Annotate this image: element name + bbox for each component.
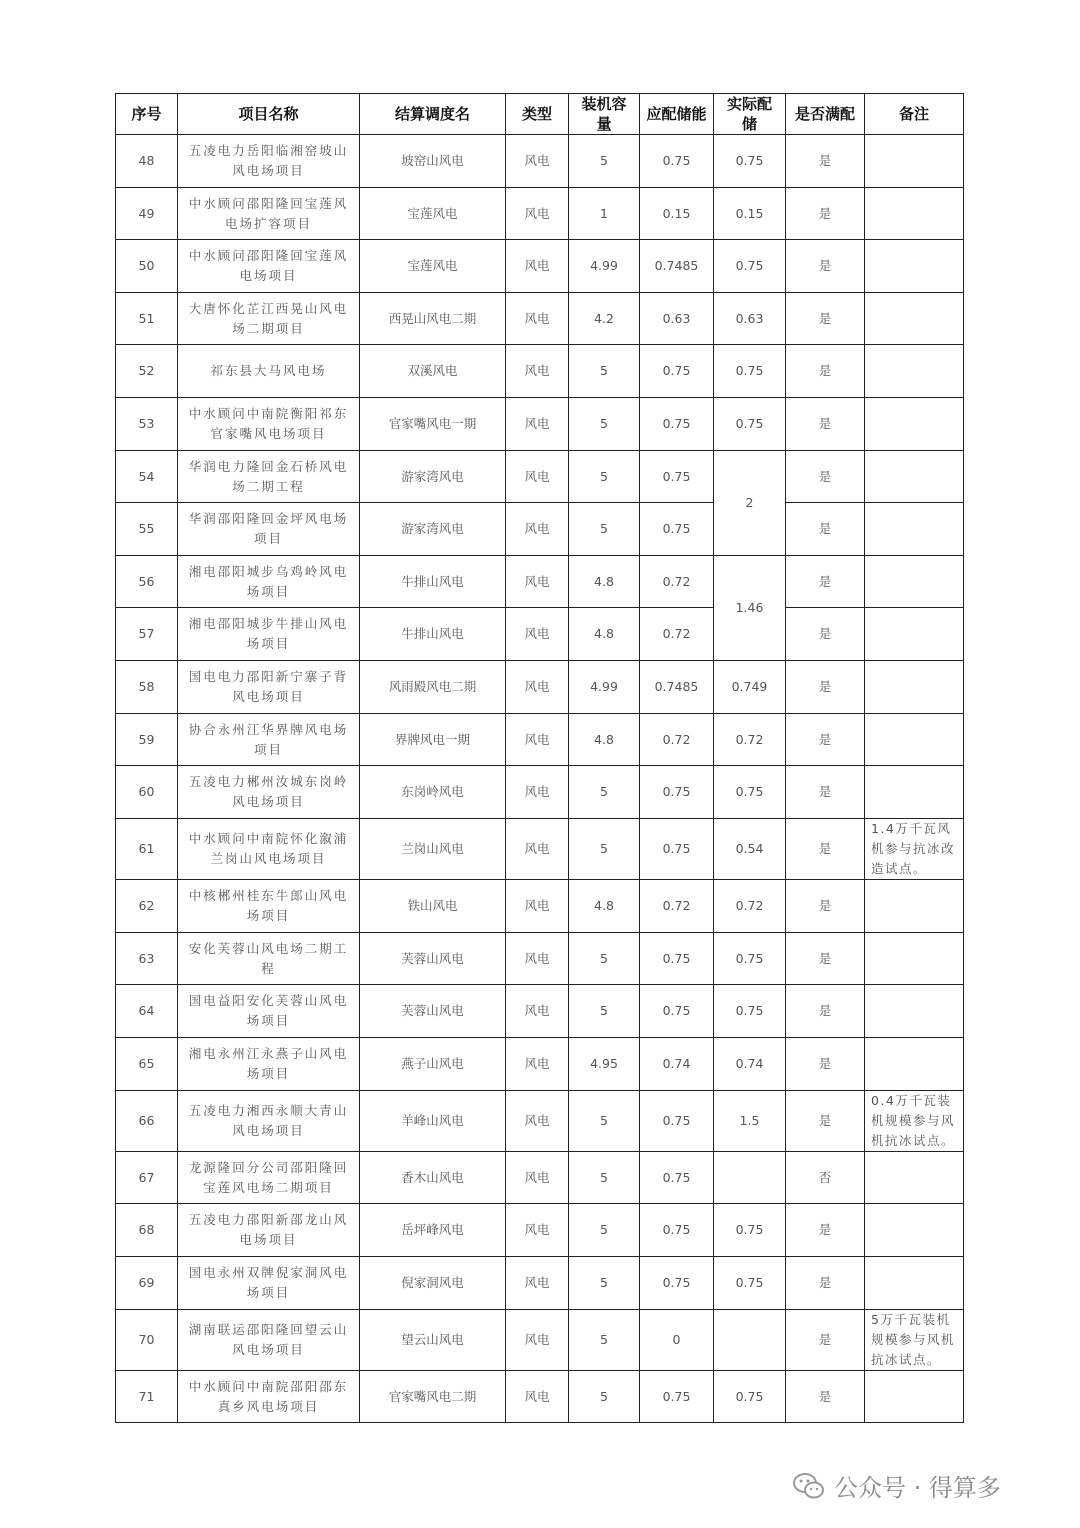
cell-project-name: 五凌电力湘西永顺大青山风电场项目	[178, 1091, 360, 1152]
cell-row-no: 48	[116, 135, 178, 188]
table-row	[116, 985, 964, 1038]
cell-capacity: 5	[569, 398, 640, 451]
cell-required-storage: 0.75	[640, 503, 714, 556]
cell-row-no: 51	[116, 293, 178, 345]
cell-actual-storage: 1.5	[714, 1091, 786, 1152]
cell-capacity: 4.2	[569, 293, 640, 345]
cell-dispatch-name: 官家嘴风电一期	[360, 398, 506, 451]
cell-type: 风电	[506, 933, 569, 985]
cell-required-storage: 0	[640, 1310, 714, 1371]
cell-row-no: 55	[116, 503, 178, 556]
cell-fully-equipped: 是	[786, 880, 865, 933]
cell-capacity: 4.99	[569, 240, 640, 293]
cell-project-name: 湘电邵阳城步牛排山风电场项目	[178, 608, 360, 661]
cell-actual-storage: 0.75	[714, 240, 786, 293]
cell-project-name: 五凌电力邵阳新邵龙山风电场项目	[178, 1204, 360, 1257]
cell-capacity: 5	[569, 1257, 640, 1310]
cell-type: 风电	[506, 1371, 569, 1423]
cell-fully-equipped: 是	[786, 933, 865, 985]
cell-actual-storage: 0.75	[714, 398, 786, 451]
cell-note	[865, 135, 964, 188]
cell-dispatch-name: 芙蓉山风电	[360, 985, 506, 1038]
cell-required-storage: 0.75	[640, 766, 714, 819]
cell-actual-storage: 0.72	[714, 714, 786, 766]
cell-dispatch-name: 羊峰山风电	[360, 1091, 506, 1152]
cell-note	[865, 1371, 964, 1423]
cell-project-name: 中水顾问中南院邵阳邵东真乡风电场项目	[178, 1371, 360, 1423]
table-row	[116, 661, 964, 714]
cell-row-no: 67	[116, 1152, 178, 1204]
cell-dispatch-name: 望云山风电	[360, 1310, 506, 1371]
cell-fully-equipped: 是	[786, 451, 865, 503]
table-row	[116, 188, 964, 240]
table-row	[116, 135, 964, 188]
cell-project-name: 中水顾问邵阳隆回宝莲风电场项目	[178, 240, 360, 293]
cell-dispatch-name: 铁山风电	[360, 880, 506, 933]
cell-project-name: 协合永州江华界牌风电场项目	[178, 714, 360, 766]
cell-row-no: 60	[116, 766, 178, 819]
cell-row-no: 66	[116, 1091, 178, 1152]
cell-note	[865, 345, 964, 398]
cell-type: 风电	[506, 880, 569, 933]
cell-row-no: 53	[116, 398, 178, 451]
cell-note	[865, 933, 964, 985]
cell-capacity: 4.95	[569, 1038, 640, 1091]
table-row	[116, 503, 964, 556]
cell-row-no: 59	[116, 714, 178, 766]
table-row	[116, 1310, 964, 1371]
cell-fully-equipped: 是	[786, 1038, 865, 1091]
cell-note	[865, 714, 964, 766]
table-row	[116, 398, 964, 451]
cell-fully-equipped: 是	[786, 1204, 865, 1257]
cell-capacity: 1	[569, 188, 640, 240]
cell-fully-equipped: 是	[786, 1257, 865, 1310]
cell-required-storage: 0.63	[640, 293, 714, 345]
cell-capacity: 5	[569, 451, 640, 503]
cell-note	[865, 556, 964, 608]
cell-dispatch-name: 界牌风电一期	[360, 714, 506, 766]
table-row	[116, 933, 964, 985]
cell-dispatch-name: 西晃山风电二期	[360, 293, 506, 345]
cell-note: 1.4万千瓦风机参与抗冰改造试点。	[865, 819, 964, 880]
cell-dispatch-name: 倪家洞风电	[360, 1257, 506, 1310]
cell-fully-equipped: 是	[786, 661, 865, 714]
cell-dispatch-name: 官家嘴风电二期	[360, 1371, 506, 1423]
cell-dispatch-name: 游家湾风电	[360, 451, 506, 503]
header-project-name: 项目名称	[178, 94, 360, 135]
table-row	[116, 819, 964, 880]
cell-required-storage: 0.74	[640, 1038, 714, 1091]
table-row	[116, 345, 964, 398]
cell-capacity: 5	[569, 1091, 640, 1152]
cell-row-no: 68	[116, 1204, 178, 1257]
wechat-icon	[792, 1471, 826, 1501]
cell-project-name: 湘电邵阳城步乌鸡岭风电场项目	[178, 556, 360, 608]
cell-row-no: 62	[116, 880, 178, 933]
cell-dispatch-name: 燕子山风电	[360, 1038, 506, 1091]
cell-type: 风电	[506, 398, 569, 451]
cell-project-name: 大唐怀化芷江西晃山风电场二期项目	[178, 293, 360, 345]
header-note: 备注	[865, 94, 964, 135]
cell-type: 风电	[506, 1152, 569, 1204]
cell-fully-equipped: 是	[786, 503, 865, 556]
cell-required-storage: 0.7485	[640, 661, 714, 714]
cell-required-storage: 0.75	[640, 985, 714, 1038]
cell-dispatch-name: 芙蓉山风电	[360, 933, 506, 985]
table-header-row	[116, 94, 964, 135]
cell-type: 风电	[506, 608, 569, 661]
cell-capacity: 5	[569, 766, 640, 819]
cell-row-no: 69	[116, 1257, 178, 1310]
cell-fully-equipped: 是	[786, 819, 865, 880]
cell-capacity: 5	[569, 819, 640, 880]
cell-type: 风电	[506, 985, 569, 1038]
cell-note: 0.4万千瓦装机规模参与风机抗冰试点。	[865, 1091, 964, 1152]
table-row	[116, 1204, 964, 1257]
cell-required-storage: 0.15	[640, 188, 714, 240]
cell-fully-equipped: 是	[786, 188, 865, 240]
table-row	[116, 880, 964, 933]
cell-project-name: 中水顾问邵阳隆回宝莲风电场扩容项目	[178, 188, 360, 240]
header-fully-equipped: 是否满配	[786, 94, 865, 135]
cell-required-storage: 0.72	[640, 880, 714, 933]
cell-type: 风电	[506, 1038, 569, 1091]
cell-actual-storage: 0.72	[714, 880, 786, 933]
storage-table	[115, 93, 964, 1423]
cell-fully-equipped: 是	[786, 398, 865, 451]
cell-type: 风电	[506, 1310, 569, 1371]
cell-required-storage: 0.72	[640, 714, 714, 766]
cell-required-storage: 0.75	[640, 345, 714, 398]
cell-actual-storage	[714, 1310, 786, 1371]
cell-project-name: 国电益阳安化芙蓉山风电场项目	[178, 985, 360, 1038]
cell-project-name: 国电永州双牌倪家洞风电场项目	[178, 1257, 360, 1310]
cell-row-no: 63	[116, 933, 178, 985]
table-row	[116, 293, 964, 345]
cell-type: 风电	[506, 188, 569, 240]
cell-dispatch-name: 游家湾风电	[360, 503, 506, 556]
cell-row-no: 52	[116, 345, 178, 398]
header-required-storage: 应配储能	[640, 94, 714, 135]
cell-note	[865, 503, 964, 556]
cell-project-name: 中水顾问中南院怀化溆浦兰岗山风电场项目	[178, 819, 360, 880]
cell-row-no: 56	[116, 556, 178, 608]
cell-note	[865, 1152, 964, 1204]
cell-actual-storage: 1.46	[714, 556, 786, 661]
cell-capacity: 4.99	[569, 661, 640, 714]
cell-dispatch-name: 风雨殿风电二期	[360, 661, 506, 714]
cell-type: 风电	[506, 714, 569, 766]
table-row	[116, 714, 964, 766]
cell-row-no: 54	[116, 451, 178, 503]
cell-fully-equipped: 是	[786, 293, 865, 345]
cell-project-name: 五凌电力郴州汝城东岗岭风电场项目	[178, 766, 360, 819]
cell-actual-storage: 0.75	[714, 345, 786, 398]
cell-required-storage: 0.75	[640, 1257, 714, 1310]
cell-fully-equipped: 否	[786, 1152, 865, 1204]
cell-project-name: 湘电永州江永燕子山风电场项目	[178, 1038, 360, 1091]
cell-project-name: 祁东县大马风电场	[178, 345, 360, 398]
cell-dispatch-name: 兰岗山风电	[360, 819, 506, 880]
cell-note	[865, 880, 964, 933]
cell-note	[865, 1204, 964, 1257]
cell-fully-equipped: 是	[786, 714, 865, 766]
cell-actual-storage: 0.63	[714, 293, 786, 345]
cell-type: 风电	[506, 766, 569, 819]
cell-type: 风电	[506, 451, 569, 503]
cell-actual-storage: 0.54	[714, 819, 786, 880]
cell-note	[865, 293, 964, 345]
cell-row-no: 71	[116, 1371, 178, 1423]
cell-fully-equipped: 是	[786, 345, 865, 398]
cell-dispatch-name: 岳坪峰风电	[360, 1204, 506, 1257]
cell-dispatch-name: 牛排山风电	[360, 556, 506, 608]
cell-actual-storage: 0.75	[714, 985, 786, 1038]
watermark-text: 公众号 · 得算多	[834, 1474, 1001, 1502]
table-row	[116, 608, 964, 661]
cell-project-name: 华润电力隆回金石桥风电场二期工程	[178, 451, 360, 503]
cell-type: 风电	[506, 1091, 569, 1152]
cell-capacity: 4.8	[569, 714, 640, 766]
cell-note	[865, 398, 964, 451]
cell-project-name: 国电电力邵阳新宁寨子背风电场项目	[178, 661, 360, 714]
table-row	[116, 240, 964, 293]
cell-note	[865, 985, 964, 1038]
cell-actual-storage: 0.749	[714, 661, 786, 714]
table-row	[116, 451, 964, 503]
cell-actual-storage: 0.75	[714, 1371, 786, 1423]
cell-row-no: 64	[116, 985, 178, 1038]
cell-required-storage: 0.75	[640, 819, 714, 880]
cell-actual-storage	[714, 1152, 786, 1204]
cell-required-storage: 0.75	[640, 1091, 714, 1152]
cell-project-name: 安化芙蓉山风电场二期工程	[178, 933, 360, 985]
cell-project-name: 中核郴州桂东牛郎山风电场项目	[178, 880, 360, 933]
cell-note	[865, 188, 964, 240]
cell-actual-storage: 2	[714, 451, 786, 556]
cell-dispatch-name: 香木山风电	[360, 1152, 506, 1204]
cell-capacity: 5	[569, 1310, 640, 1371]
table-row	[116, 1091, 964, 1152]
cell-project-name: 中水顾问中南院衡阳祁东官家嘴风电场项目	[178, 398, 360, 451]
cell-dispatch-name: 坡窑山风电	[360, 135, 506, 188]
header-capacity: 装机容量	[569, 94, 640, 135]
header-dispatch-name: 结算调度名	[360, 94, 506, 135]
table-row	[116, 556, 964, 608]
cell-fully-equipped: 是	[786, 985, 865, 1038]
cell-required-storage: 0.75	[640, 1152, 714, 1204]
cell-actual-storage: 0.75	[714, 933, 786, 985]
cell-project-name: 龙源隆回分公司邵阳隆回宝莲风电场二期项目	[178, 1152, 360, 1204]
cell-capacity: 4.8	[569, 880, 640, 933]
cell-fully-equipped: 是	[786, 766, 865, 819]
cell-type: 风电	[506, 345, 569, 398]
cell-row-no: 61	[116, 819, 178, 880]
header-type: 类型	[506, 94, 569, 135]
cell-fully-equipped: 是	[786, 240, 865, 293]
cell-capacity: 5	[569, 1152, 640, 1204]
cell-project-name: 湖南联运邵阳隆回望云山风电场项目	[178, 1310, 360, 1371]
cell-project-name: 华润邵阳隆回金坪风电场项目	[178, 503, 360, 556]
cell-actual-storage: 0.15	[714, 188, 786, 240]
header-no: 序号	[116, 94, 178, 135]
cell-actual-storage: 0.75	[714, 1204, 786, 1257]
cell-dispatch-name: 宝莲风电	[360, 188, 506, 240]
cell-required-storage: 0.75	[640, 398, 714, 451]
cell-type: 风电	[506, 556, 569, 608]
table-row	[116, 1371, 964, 1423]
cell-dispatch-name: 牛排山风电	[360, 608, 506, 661]
cell-type: 风电	[506, 240, 569, 293]
cell-row-no: 50	[116, 240, 178, 293]
header-actual-storage: 实际配储	[714, 94, 786, 135]
cell-fully-equipped: 是	[786, 608, 865, 661]
cell-required-storage: 0.75	[640, 451, 714, 503]
cell-row-no: 70	[116, 1310, 178, 1371]
cell-note	[865, 661, 964, 714]
cell-actual-storage: 0.74	[714, 1038, 786, 1091]
cell-note	[865, 608, 964, 661]
cell-row-no: 58	[116, 661, 178, 714]
cell-capacity: 4.8	[569, 556, 640, 608]
cell-type: 风电	[506, 503, 569, 556]
cell-fully-equipped: 是	[786, 1091, 865, 1152]
cell-fully-equipped: 是	[786, 556, 865, 608]
cell-fully-equipped: 是	[786, 1310, 865, 1371]
cell-note	[865, 451, 964, 503]
table-row	[116, 766, 964, 819]
cell-type: 风电	[506, 1204, 569, 1257]
cell-required-storage: 0.72	[640, 556, 714, 608]
cell-type: 风电	[506, 135, 569, 188]
cell-type: 风电	[506, 819, 569, 880]
cell-type: 风电	[506, 293, 569, 345]
table-row	[116, 1257, 964, 1310]
cell-capacity: 5	[569, 1371, 640, 1423]
cell-required-storage: 0.75	[640, 933, 714, 985]
cell-dispatch-name: 宝莲风电	[360, 240, 506, 293]
cell-note: 5万千瓦装机规模参与风机抗冰试点。	[865, 1310, 964, 1371]
cell-capacity: 4.8	[569, 608, 640, 661]
cell-capacity: 5	[569, 985, 640, 1038]
cell-dispatch-name: 东岗岭风电	[360, 766, 506, 819]
cell-capacity: 5	[569, 135, 640, 188]
cell-actual-storage: 0.75	[714, 1257, 786, 1310]
cell-note	[865, 766, 964, 819]
cell-row-no: 49	[116, 188, 178, 240]
cell-actual-storage: 0.75	[714, 135, 786, 188]
cell-dispatch-name: 双溪风电	[360, 345, 506, 398]
cell-row-no: 65	[116, 1038, 178, 1091]
table-row	[116, 1038, 964, 1091]
cell-capacity: 5	[569, 1204, 640, 1257]
cell-capacity: 5	[569, 345, 640, 398]
watermark	[792, 1468, 1001, 1503]
cell-type: 风电	[506, 661, 569, 714]
cell-required-storage: 0.75	[640, 1371, 714, 1423]
cell-type: 风电	[506, 1257, 569, 1310]
cell-capacity: 5	[569, 503, 640, 556]
cell-note	[865, 1257, 964, 1310]
cell-fully-equipped: 是	[786, 135, 865, 188]
cell-fully-equipped: 是	[786, 1371, 865, 1423]
cell-project-name: 五凌电力岳阳临湘窑坡山风电场项目	[178, 135, 360, 188]
cell-row-no: 57	[116, 608, 178, 661]
cell-actual-storage: 0.75	[714, 766, 786, 819]
cell-required-storage: 0.75	[640, 1204, 714, 1257]
cell-required-storage: 0.72	[640, 608, 714, 661]
cell-required-storage: 0.75	[640, 135, 714, 188]
cell-capacity: 5	[569, 933, 640, 985]
table-row	[116, 1152, 964, 1204]
cell-note	[865, 240, 964, 293]
cell-required-storage: 0.7485	[640, 240, 714, 293]
cell-note	[865, 1038, 964, 1091]
